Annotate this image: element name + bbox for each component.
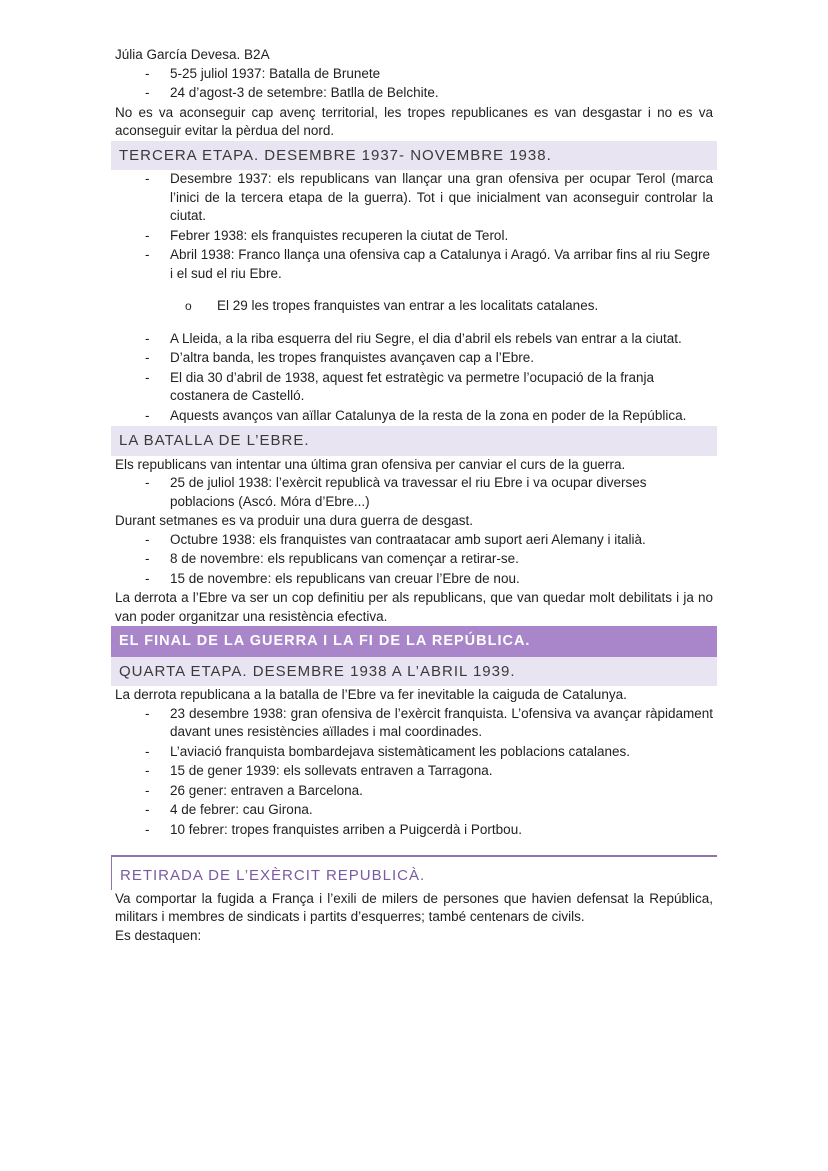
retirada-paragraph-1: Va comportar la fugida a França i l’exili de milers de persones que havien defensat la República, militars i membres de sindicats i partits d’esquerres; també centenars de civils. <box>115 890 713 924</box>
list-item <box>115 170 713 226</box>
tercera-etapa-bullet-list <box>115 170 713 283</box>
section-header-batalla-ebre: LA BATALLA DE L’EBRE. <box>111 426 717 456</box>
list-item-text: - 5-25 juliol 1937: Batalla de Brunete <box>170 65 381 81</box>
final-guerra-paragraph: La derrota republicana a la batalla de l’Ebre va fer inevitable la caiguda de Catalunya. <box>115 687 627 702</box>
batalla-ebre-paragraph-3: La derrota a l’Ebre va ser un cop definitiu per als republicans, que van quedar molt debilitats i ja no van poder organitzar una resistència efectiva. <box>115 590 713 624</box>
list-item <box>115 246 713 283</box>
list-item <box>115 531 713 550</box>
sub-list-item <box>115 297 713 316</box>
list-item-text: - D’altra banda, les tropes franquistes avançaven cap a l’Ebre. <box>170 350 534 365</box>
list-item <box>115 743 713 762</box>
section-header-final-guerra: EL FINAL DE LA GUERRA I LA FI DE LA REPÚBLICA. <box>111 626 717 657</box>
list-item-text: - 23 desembre 1938: gran ofensiva de l’exèrcit franquista. L’ofensiva va avançar ràpidament davant unes resistències aïllades i mal coordinades. <box>170 705 713 739</box>
list-item <box>115 407 713 426</box>
list-item <box>115 705 713 742</box>
batalla-ebre-bullet-list-1 <box>115 474 713 511</box>
section-header-quarta-etapa: QUARTA ETAPA. DESEMBRE 1938 A L’ABRIL 1939. <box>111 657 717 687</box>
sub-list-item-text: o El 29 les tropes franquistes van entrar a les localitats catalanes. <box>217 298 599 313</box>
list-item-text: - Abril 1938: Franco llança una ofensiva cap a Catalunya i Aragó. Va arribar fins al riu Segre i el sud el riu Ebre. <box>170 247 711 281</box>
list-item <box>115 227 713 246</box>
tercera-etapa-bullet-list-2 <box>115 330 713 426</box>
list-item <box>115 84 713 103</box>
list-item <box>115 550 713 569</box>
list-item <box>115 821 713 840</box>
list-item-text: - 15 de gener 1939: els sollevats entraven a Tarragona. <box>170 763 493 778</box>
list-item <box>115 65 713 84</box>
list-item <box>115 570 713 589</box>
list-item <box>115 801 713 820</box>
retirada-paragraph-2: Es destaquen: <box>115 927 202 943</box>
list-item-text: - 8 de novembre: els republicans van començar a retirar-se. <box>170 551 519 566</box>
list-item-text: - A Lleida, a la riba esquerra del riu Segre, el dia d’abril els rebels van entrar a la ciutat. <box>170 330 682 346</box>
list-item-text: - 24 d’agost-3 de setembre: Batlla de Belchite. <box>170 85 439 100</box>
batalla-ebre-paragraph-1: Els republicans van intentar una última gran ofensiva per canviar el curs de la guerra. <box>115 456 626 472</box>
list-item-text: - 15 de novembre: els republicans van creuar l’Ebre de nou. <box>170 570 520 586</box>
list-item-text: - Aquests avanços van aïllar Catalunya de la resta de la zona en poder de la República. <box>170 407 687 423</box>
section-header-retirada: RETIRADA DE L’EXÈRCIT REPUBLICÀ. <box>111 855 717 890</box>
list-item-text: - Febrer 1938: els franquistes recuperen la ciutat de Terol. <box>170 227 509 243</box>
final-guerra-bullet-list <box>115 705 713 840</box>
list-item <box>115 330 713 349</box>
list-item <box>115 474 713 511</box>
list-item-text: - L’aviació franquista bombardejava sistemàticament les poblacions catalanes. <box>170 743 631 759</box>
list-item-text: - El dia 30 d’abril de 1938, aquest fet estratègic va permetre l’ocupació de la franja costanera de Castelló. <box>170 369 655 403</box>
list-item-text: - Desembre 1937: els republicans van llançar una gran ofensiva per ocupar Terol (marca l’inici de la tercera etapa de la guerra). Tot i que inicialment van aconseguir controlar la ciutat. <box>170 171 713 223</box>
batalla-ebre-bullet-list-2 <box>115 531 713 589</box>
list-item <box>115 762 713 781</box>
intro-bullet-list <box>115 65 713 103</box>
section-header-tercera-etapa: TERCERA ETAPA. DESEMBRE 1937- NOVEMBRE 1938. <box>111 141 717 171</box>
list-item <box>115 369 713 406</box>
list-item <box>115 782 713 801</box>
list-item-text: - 4 de febrer: cau Girona. <box>170 802 313 817</box>
list-item-text: - 26 gener: entraven a Barcelona. <box>170 782 363 798</box>
intro-paragraph: No es va aconseguir cap avenç territorial, les tropes republicanes es van desgastar i no es va aconseguir evitar la pèrdua del nord. <box>115 104 713 138</box>
list-item-text: - Octubre 1938: els franquistes van contraatacar amb suport aeri Alemany i italià. <box>170 531 646 547</box>
author-line: Júlia García Devesa. B2A <box>115 47 270 62</box>
batalla-ebre-paragraph-2: Durant setmanes es va produir una dura guerra de desgast. <box>115 513 473 528</box>
list-item-text: - 10 febrer: tropes franquistes arriben a Puigcerdà i Portbou. <box>170 821 522 837</box>
list-item-text: - 25 de juliol 1938: l’exèrcit republicà va travessar el riu Ebre i va ocupar diverses poblacions (Ascó. Móra d’Ebre...) <box>170 475 647 509</box>
list-item <box>115 349 713 368</box>
